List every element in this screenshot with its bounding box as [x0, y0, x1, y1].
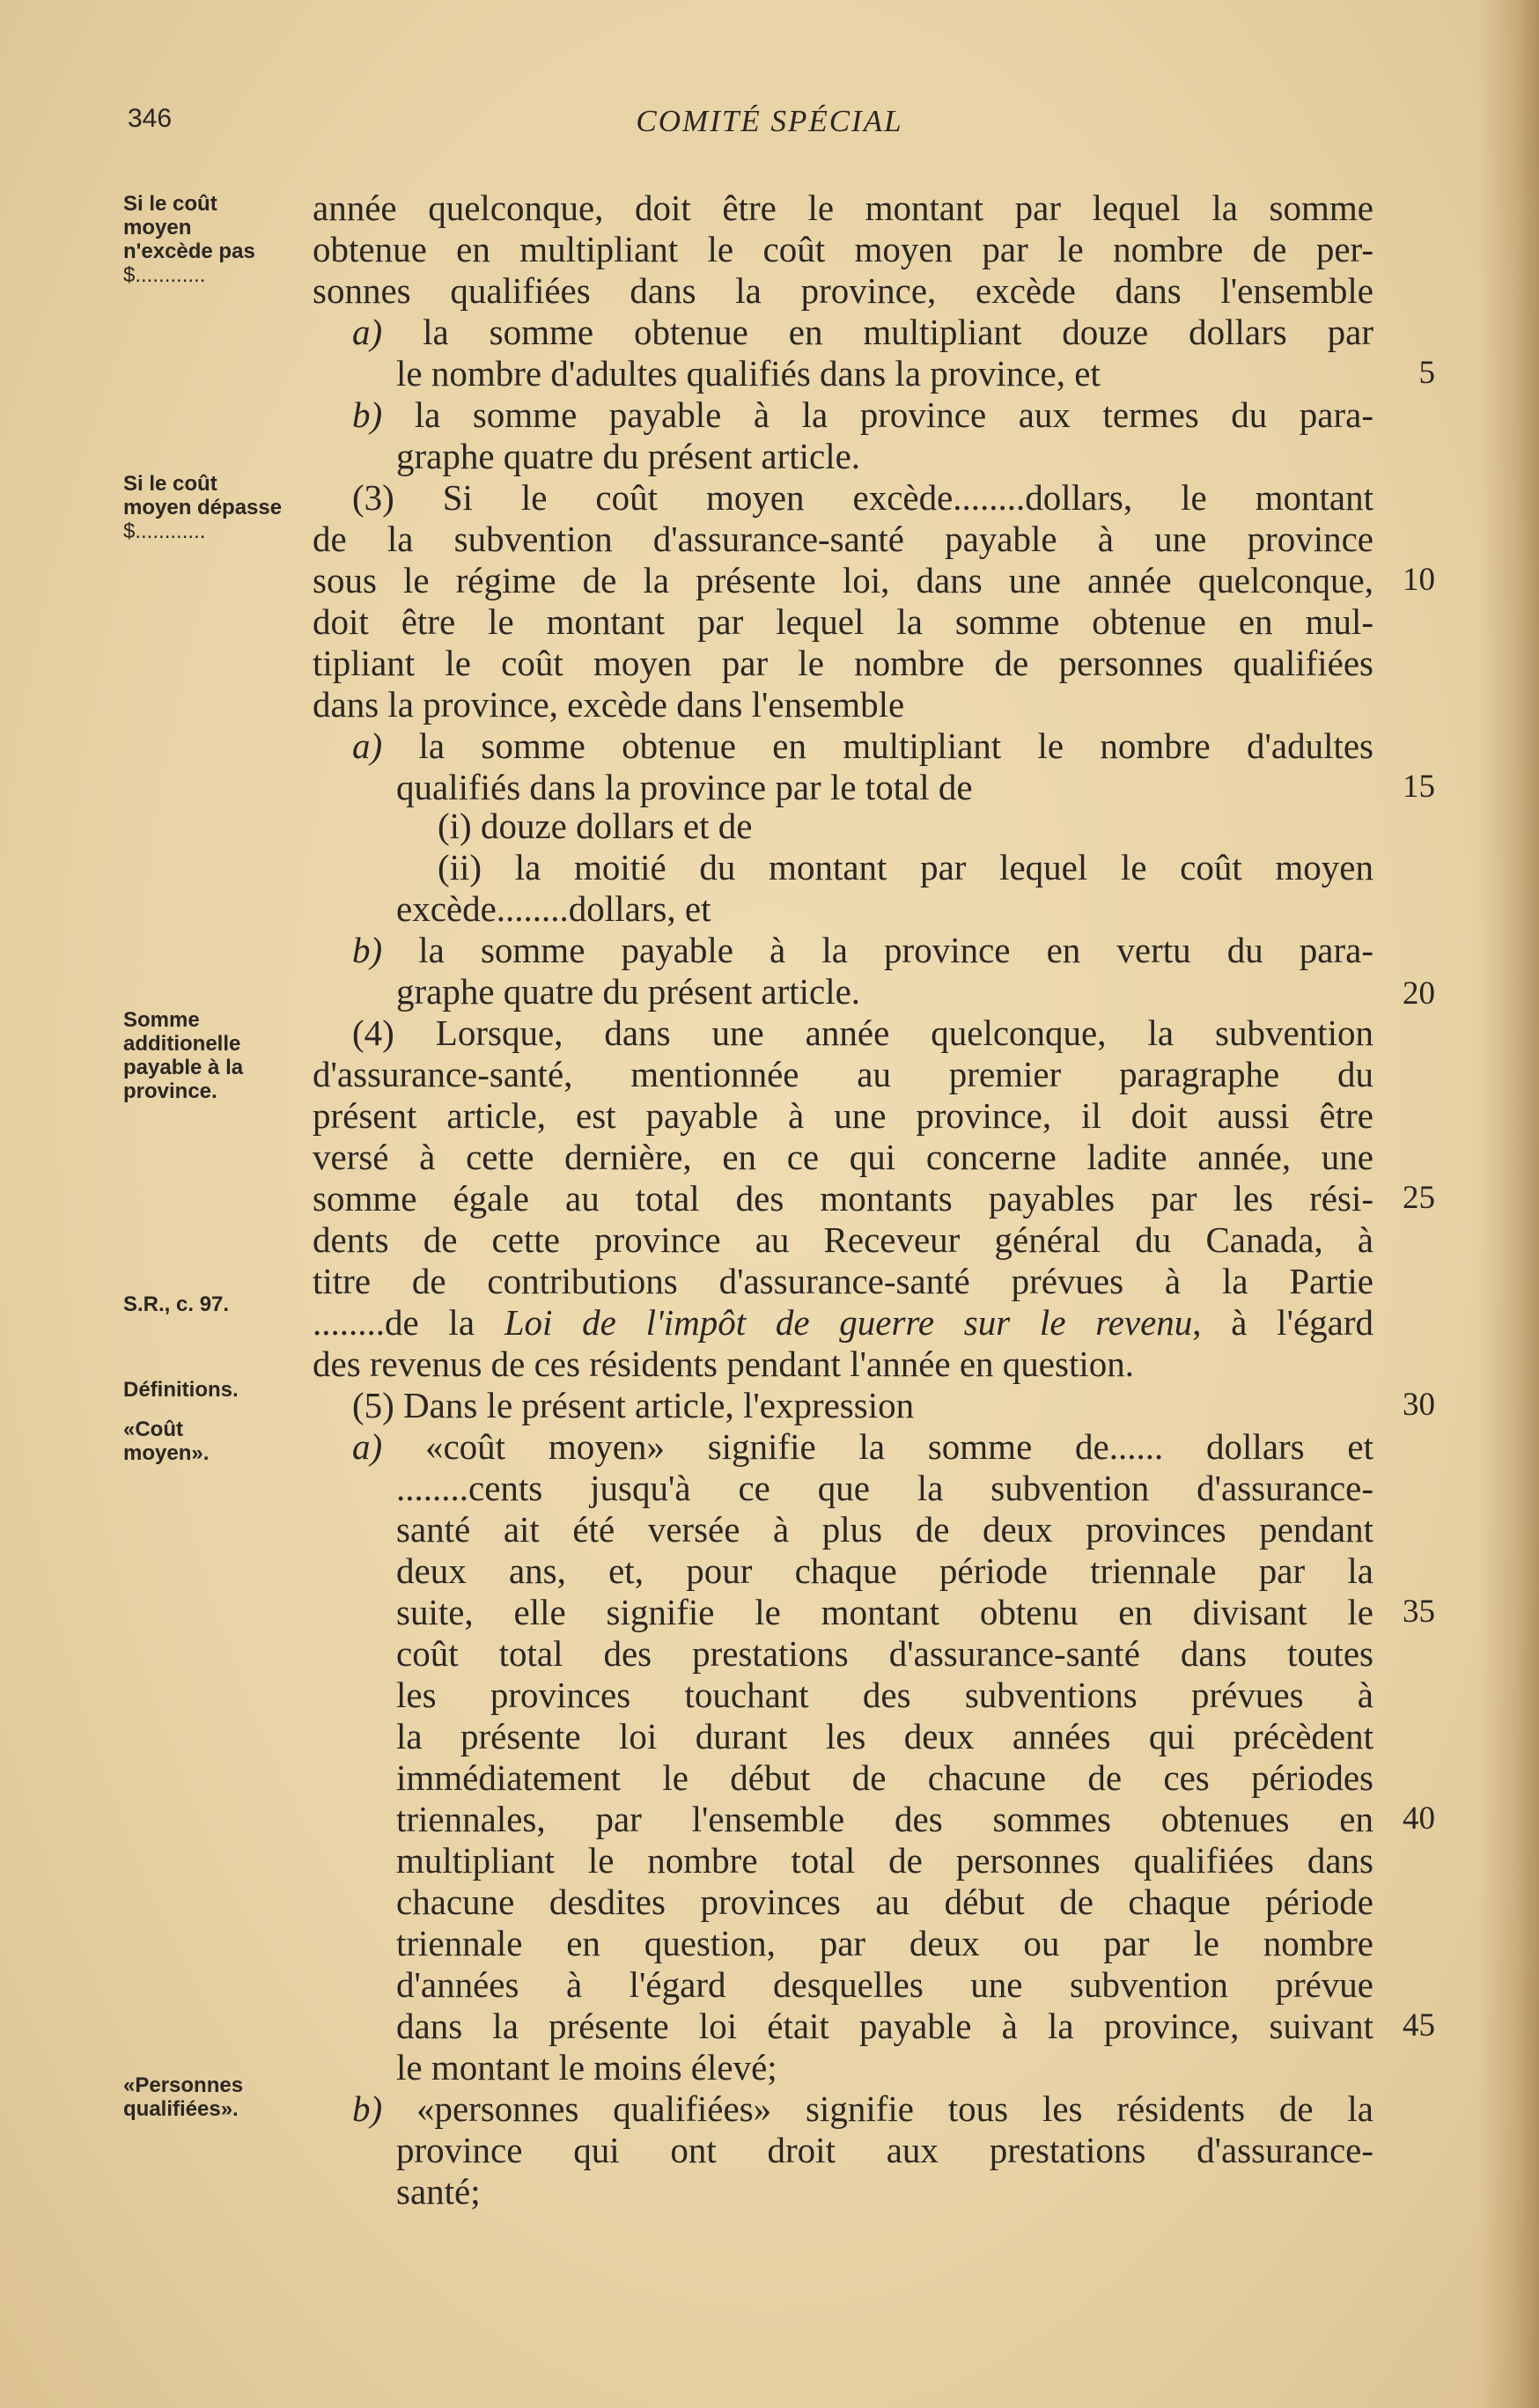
text-line: (3) Si le coût moyen excède........dollars, le montant	[352, 477, 1373, 518]
text-line: dans la province, excède dans l'ensemble	[313, 684, 905, 725]
page-number: 346	[128, 104, 173, 133]
margin-note-leader: $............	[123, 263, 206, 287]
text-line: doit être le montant par lequel la somme obtenue en mul-	[313, 601, 1373, 642]
text-line: sonnes qualifiées dans la province, excède dans l'ensemble	[313, 270, 1373, 311]
text-line: dans la présente loi était payable à la province, suivant	[396, 2006, 1373, 2046]
margin-note-text: Somme additionelle payable à la province.	[123, 1008, 244, 1103]
list-marker: a)	[352, 725, 383, 766]
text-line: province qui ont droit aux prestations d'assurance-	[396, 2130, 1373, 2170]
text-line	[352, 1425, 1373, 1468]
text-line: la présente loi durant les deux années qui précèdent	[396, 1716, 1373, 1756]
text-line: présent article, est payable à une province, il doit aussi être	[313, 1095, 1373, 1136]
text-line: graphe quatre du présent article.	[396, 436, 861, 476]
text-run: «personnes qualifiées» signifie tous les résidents de la	[416, 2088, 1373, 2129]
running-head: COMITÉ SPÉCIAL	[636, 104, 903, 138]
text-line: coût total des prestations d'assurance-santé dans toutes	[396, 1633, 1373, 1674]
margin-note-text: Si le coût moyen n'excède pas	[123, 192, 255, 263]
line-number: 10	[1403, 562, 1435, 598]
text-line: immédiatement le début de chacune de ces périodes	[396, 1757, 1373, 1798]
margin-note-cout-n-excede-pas	[123, 192, 286, 287]
text-line: ........cents jusqu'à ce que la subvention d'assurance-	[396, 1468, 1373, 1508]
text-line: graphe quatre du présent article.	[396, 971, 861, 1012]
line-number: 30	[1403, 1387, 1435, 1423]
text-run: ........de la	[313, 1302, 504, 1343]
text-line: (4) Lorsque, dans une année quelconque, la subvention	[352, 1013, 1373, 1053]
page-edge-shadow	[1477, 0, 1539, 2408]
margin-note-leader: $............	[123, 519, 206, 543]
text-line: le nombre d'adultes qualifiés dans la province, et	[396, 353, 1101, 394]
line-number: 40	[1403, 1800, 1435, 1837]
text-run: la somme obtenue en multipliant le nombre d'adultes	[418, 725, 1374, 766]
text-line	[352, 394, 1373, 436]
line-number: 35	[1403, 1594, 1435, 1630]
text-line	[352, 311, 1373, 353]
text-line: somme égale au total des montants payables par les rési-	[313, 1178, 1373, 1219]
italic-title: Loi de l'impôt de guerre sur le revenu	[504, 1302, 1193, 1343]
margin-note-text: «Coût moyen».	[123, 1418, 210, 1465]
text-line: (i) douze dollars et de	[438, 806, 753, 846]
list-marker: b)	[352, 930, 383, 970]
text-line: versé à cette dernière, en ce qui concerne ladite année, une	[313, 1137, 1373, 1177]
text-run: la somme payable à la province aux termes du para-	[414, 394, 1374, 435]
text-line: d'assurance-santé, mentionnée au premier paragraphe du	[313, 1054, 1373, 1094]
text-line: santé;	[396, 2171, 481, 2212]
margin-note-text: Si le coût moyen dépasse	[123, 472, 283, 519]
text-line: (ii) la moitié du montant par lequel le coût moyen	[438, 847, 1373, 887]
margin-note-sr-c97	[123, 1292, 286, 1316]
page-header	[0, 104, 1539, 157]
line-number: 45	[1403, 2007, 1435, 2043]
line-number: 15	[1403, 769, 1435, 805]
margin-note-personnes-qualifiees	[123, 2073, 282, 2121]
line-number: 25	[1403, 1180, 1435, 1216]
text-line: excède........dollars, et	[396, 888, 711, 929]
text-line: des revenus de ces résidents pendant l'année en question.	[313, 1344, 1134, 1384]
list-marker: a)	[352, 1426, 383, 1467]
text-line: (5) Dans le présent article, l'expression	[352, 1385, 915, 1425]
text-line: chacune desdites provinces au début de chaque période	[396, 1881, 1373, 1922]
text-line: titre de contributions d'assurance-santé prévues à la Partie	[313, 1261, 1373, 1301]
text-line: d'années à l'égard desquelles une subvention prévue	[396, 1964, 1373, 2005]
list-marker: b)	[352, 2088, 383, 2129]
text-run: la somme payable à la province en vertu du para-	[418, 930, 1374, 970]
text-line: qualifiés dans la province par le total de	[396, 767, 973, 807]
list-marker: b)	[352, 394, 383, 435]
text-run: «coût moyen» signifie la somme de...... dollars et	[424, 1426, 1374, 1467]
text-line: obtenue en multipliant le coût moyen par le nombre de per-	[313, 229, 1373, 269]
text-line	[352, 929, 1373, 971]
margin-note-text: «Personnes qualifiées».	[123, 2073, 244, 2121]
list-marker: a)	[352, 312, 383, 352]
margin-note-cout-moyen	[123, 1418, 247, 1465]
margin-note-cout-depasse	[123, 472, 286, 543]
text-line: les provinces touchant des subventions prévues à	[396, 1675, 1373, 1715]
text-line: triennale en question, par deux ou par le nombre	[396, 1923, 1373, 1963]
margin-note-text: S.R., c. 97.	[123, 1292, 230, 1316]
text-line	[352, 2088, 1373, 2130]
text-line: deux ans, et, pour chaque période triennale par la	[396, 1550, 1373, 1591]
margin-note-somme-additionnelle	[123, 1008, 286, 1103]
text-line: dents de cette province au Receveur général du Canada, à	[313, 1219, 1373, 1260]
margin-note-definitions	[123, 1378, 286, 1402]
line-number: 20	[1403, 976, 1435, 1012]
text-line: santé ait été versée à plus de deux provinces pendant	[396, 1509, 1373, 1550]
text-line: sous le régime de la présente loi, dans une année quelconque,	[313, 560, 1373, 600]
text-line	[352, 725, 1373, 767]
text-line: suite, elle signifie le montant obtenu en divisant le	[396, 1592, 1373, 1632]
text-line: de la subvention d'assurance-santé payable à une province	[313, 519, 1373, 559]
text-run: la somme obtenue en multipliant douze dollars par	[423, 312, 1374, 352]
line-number: 5	[1418, 355, 1435, 391]
text-line: multipliant le nombre total de personnes qualifiées dans	[396, 1840, 1373, 1881]
text-run: , à l'égard	[1192, 1302, 1374, 1343]
margin-note-text: Définitions.	[123, 1378, 239, 1402]
text-line: tipliant le coût moyen par le nombre de personnes qualifiées	[313, 643, 1373, 683]
text-line: triennales, par l'ensemble des sommes obtenues en	[396, 1799, 1373, 1839]
text-line	[313, 1301, 1373, 1344]
text-line: le montant le moins élevé;	[396, 2047, 777, 2088]
text-line: année quelconque, doit être le montant par lequel la somme	[313, 188, 1373, 228]
